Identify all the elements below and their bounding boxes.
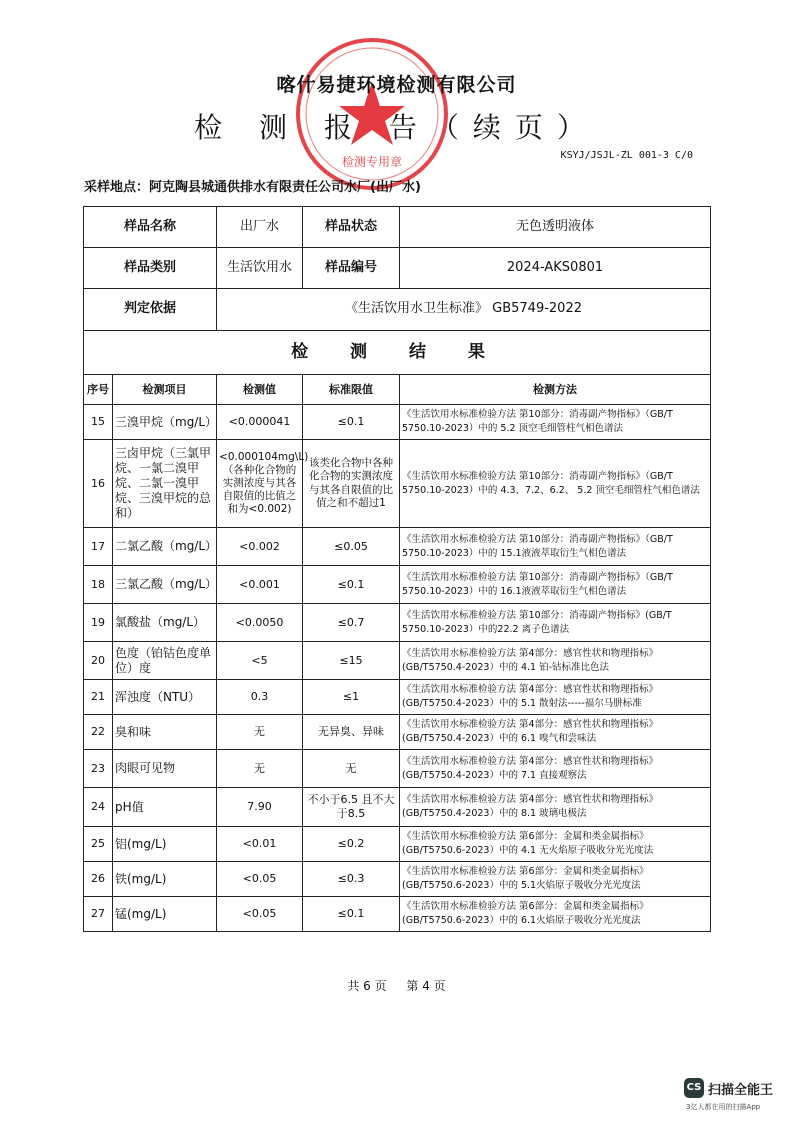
test-value: <0.000041 (217, 405, 303, 440)
table-row (84, 788, 711, 827)
limit-value: ≤0.1 (303, 405, 400, 440)
test-method: 《生活饮用水标准检验方法 第10部分：消毒副产物指标》（GB/T 5750.10-2023）中的 5.2 顶空毛细管柱气相色谱法 (400, 405, 711, 440)
test-method: 《生活饮用水标准检验方法 第10部分：消毒副产物指标》（GB/T 5750.10-2023）中的 4.3、7.2、6.2、 5.2 顶空毛细管柱气相色谱法 (400, 440, 711, 528)
test-item: pH值 (113, 788, 217, 827)
limit-value: 不小于6.5 且不大于8.5 (303, 788, 400, 827)
limit-value: ≤1 (303, 680, 400, 715)
test-value: <0.05 (217, 862, 303, 897)
test-value: 无 (217, 715, 303, 750)
test-method: 《生活饮用水标准检验方法 第4部分：感官性状和物理指标》(GB/T5750.4-2023）中的 6.1 嗅气和尝味法 (400, 715, 711, 750)
test-value: <0.01 (217, 827, 303, 862)
company-name: 喀什易捷环境检测有限公司 (276, 74, 517, 96)
test-method: 《生活饮用水标准检验方法 第4部分：感官性状和物理指标》(GB/T5750.4-2023）中的 4.1 铂-钴标准比色法 (400, 642, 711, 680)
col-header-limit: 标准限值 (303, 375, 400, 405)
test-value: 无 (217, 750, 303, 788)
row-number: 17 (84, 528, 113, 566)
row-number: 25 (84, 827, 113, 862)
test-method: 《生活饮用水标准检验方法 第6部分：金属和类金属指标》(GB/T5750.6-2023）中的 5.1火焰原子吸收分光光度法 (400, 862, 711, 897)
table-row (84, 827, 711, 862)
test-value: 7.90 (217, 788, 303, 827)
test-value: <0.001 (217, 566, 303, 604)
test-value: 0.3 (217, 680, 303, 715)
sample-state-value: 无色透明液体 (400, 207, 711, 248)
row-number: 19 (84, 604, 113, 642)
report-table (83, 206, 711, 932)
test-value: <0.05 (217, 897, 303, 932)
basis-value: 《生活饮用水卫生标准》 GB5749-2022 (217, 289, 711, 331)
col-header-method: 检测方法 (400, 375, 711, 405)
table-row (84, 528, 711, 566)
test-item: 三氯乙酸（mg/L） (113, 566, 217, 604)
table-row (84, 440, 711, 528)
test-item: 氯酸盐（mg/L） (113, 604, 217, 642)
test-item: 二氯乙酸（mg/L） (113, 528, 217, 566)
header-row-sample-type (84, 248, 711, 289)
test-item: 三卤甲烷（三氯甲烷、一氯二溴甲烷、二氯一溴甲烷、三溴甲烷的总和） (113, 440, 217, 528)
results-title-row (84, 331, 711, 375)
row-number: 21 (84, 680, 113, 715)
table-row (84, 604, 711, 642)
limit-value: ≤15 (303, 642, 400, 680)
test-item: 浑浊度（NTU） (113, 680, 217, 715)
test-item: 铝(mg/L) (113, 827, 217, 862)
limit-value: 该类化合物中各种化合物的实测浓度与其各自限值的比值之和不超过1 (303, 440, 400, 528)
camscanner-logo-icon: CS (684, 1078, 704, 1098)
table-row (84, 642, 711, 680)
col-header-value: 检测值 (217, 375, 303, 405)
test-item: 臭和味 (113, 715, 217, 750)
header-row-sample-name (84, 207, 711, 248)
row-number: 27 (84, 897, 113, 932)
sample-type-label: 样品类别 (84, 248, 217, 289)
column-header-row (84, 375, 711, 405)
row-number: 26 (84, 862, 113, 897)
sample-state-label: 样品状态 (303, 207, 400, 248)
col-header-no: 序号 (84, 375, 113, 405)
report-title: 检 测 报 告（续页） (194, 111, 599, 144)
test-item: 肉眼可见物 (113, 750, 217, 788)
test-item: 铁(mg/L) (113, 862, 217, 897)
limit-value: 无 (303, 750, 400, 788)
limit-value: ≤0.05 (303, 528, 400, 566)
table-row (84, 566, 711, 604)
test-method: 《生活饮用水标准检验方法 第6部分：金属和类金属指标》(GB/T5750.6-2023）中的 4.1 无火焰原子吸收分光光度法 (400, 827, 711, 862)
scanner-app-name: 扫描全能王 (708, 1083, 774, 1098)
row-number: 16 (84, 440, 113, 528)
row-number: 24 (84, 788, 113, 827)
limit-value: 无异臭、异味 (303, 715, 400, 750)
row-number: 22 (84, 715, 113, 750)
table-row (84, 750, 711, 788)
sampling-site: 采样地点：阿克陶县城通供排水有限责任公司水厂(出厂水) (84, 180, 421, 195)
test-value: <5 (217, 642, 303, 680)
test-value: <0.000104mg\L)（各种化合物的实测浓度与其各自限值的比值之和为<0.002) (217, 440, 303, 528)
test-item: 色度（铂钴色度单位）度 (113, 642, 217, 680)
header-row-basis (84, 289, 711, 331)
test-value: <0.002 (217, 528, 303, 566)
sample-no-value: 2024-AKS0801 (400, 248, 711, 289)
limit-value: ≤0.1 (303, 897, 400, 932)
test-value: <0.0050 (217, 604, 303, 642)
test-method: 《生活饮用水标准检验方法 第4部分：感官性状和物理指标》(GB/T5750.4-2023）中的 5.1 散射法-----福尔马肼标准 (400, 680, 711, 715)
table-row (84, 405, 711, 440)
row-number: 18 (84, 566, 113, 604)
seal-label: 检测专用章 (341, 155, 403, 169)
test-item: 三溴甲烷（mg/L） (113, 405, 217, 440)
test-method: 《生活饮用水标准检验方法 第4部分：感官性状和物理指标》(GB/T5750.4-2023）中的 7.1 直接观察法 (400, 750, 711, 788)
test-method: 《生活饮用水标准检验方法 第6部分：金属和类金属指标》(GB/T5750.6-2023）中的 6.1火焰原子吸收分光光度法 (400, 897, 711, 932)
sample-type-value: 生活饮用水 (217, 248, 303, 289)
col-header-item: 检测项目 (113, 375, 217, 405)
sample-name-label: 样品名称 (84, 207, 217, 248)
scanner-tagline: 3亿人都在用的扫描App (686, 1103, 761, 1111)
limit-value: ≤0.7 (303, 604, 400, 642)
test-method: 《生活饮用水标准检验方法 第10部分：消毒副产物指标》(GB/T 5750.10-2023）中的22.2 离子色谱法 (400, 604, 711, 642)
limit-value: ≤0.2 (303, 827, 400, 862)
sample-name-value: 出厂水 (217, 207, 303, 248)
limit-value: ≤0.1 (303, 566, 400, 604)
test-method: 《生活饮用水标准检验方法 第10部分：消毒副产物指标》（GB/T 5750.10-2023）中的 15.1液液萃取衍生气相色谱法 (400, 528, 711, 566)
table-row (84, 897, 711, 932)
document-code: KSYJ/JSJL-ZL 001-3 C/0 (560, 150, 693, 161)
row-number: 15 (84, 405, 113, 440)
sample-no-label: 样品编号 (303, 248, 400, 289)
row-number: 20 (84, 642, 113, 680)
results-title: 检 测 结 果 (84, 331, 711, 375)
test-method: 《生活饮用水标准检验方法 第10部分：消毒副产物指标》（GB/T 5750.10-2023）中的 16.1液液萃取衍生气相色谱法 (400, 566, 711, 604)
limit-value: ≤0.3 (303, 862, 400, 897)
table-row (84, 680, 711, 715)
test-method: 《生活饮用水标准检验方法 第4部分：感官性状和物理指标》(GB/T5750.4-2023）中的 8.1 玻璃电极法 (400, 788, 711, 827)
row-number: 23 (84, 750, 113, 788)
basis-label: 判定依据 (84, 289, 217, 331)
test-item: 锰(mg/L) (113, 897, 217, 932)
page-footer (0, 977, 793, 994)
table-row (84, 715, 711, 750)
total-pages: 共 6 页 (347, 979, 387, 993)
current-page: 第 4 页 (406, 979, 446, 993)
table-row (84, 862, 711, 897)
